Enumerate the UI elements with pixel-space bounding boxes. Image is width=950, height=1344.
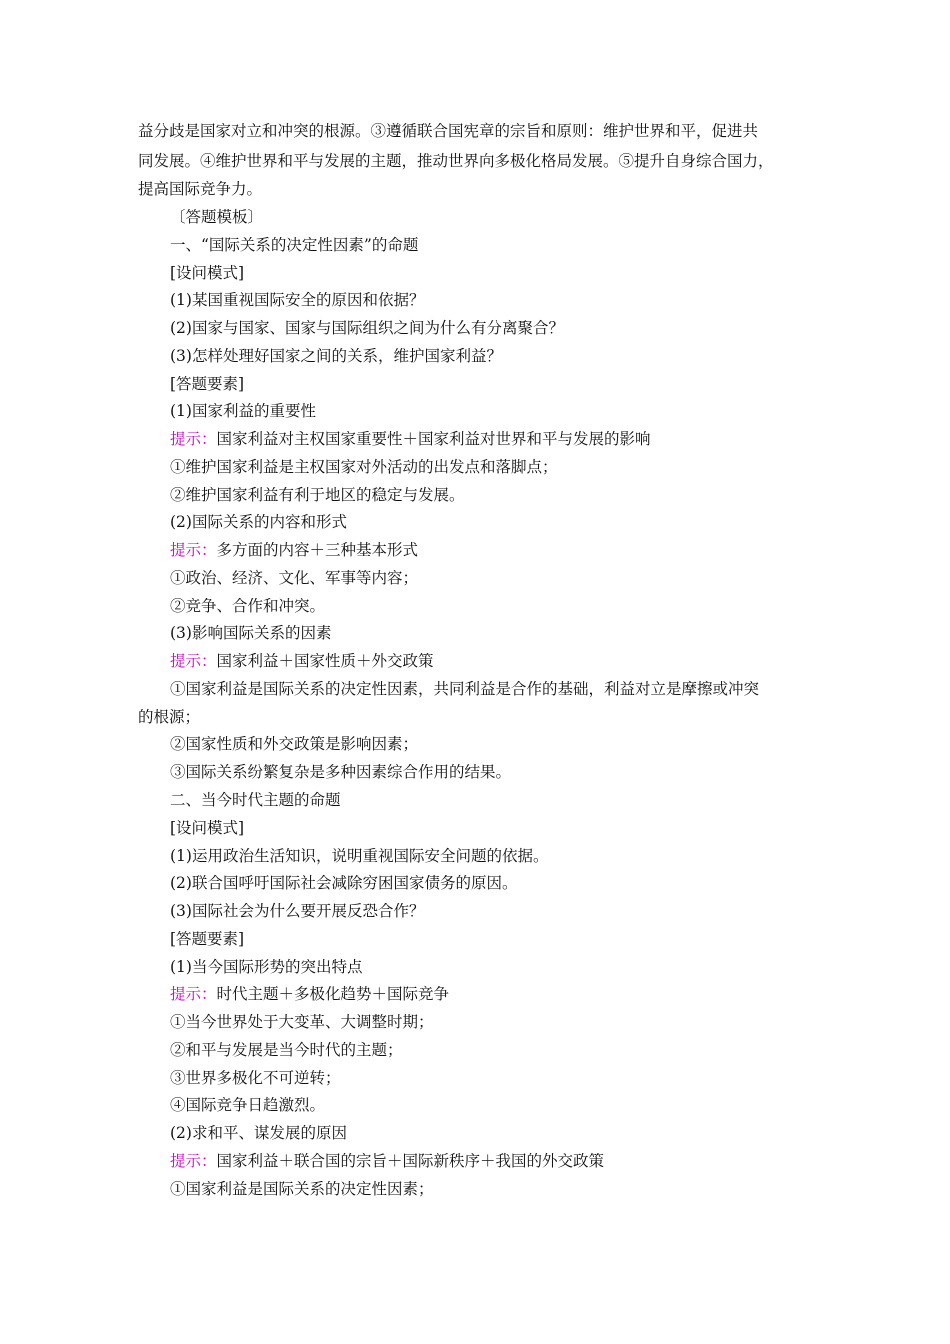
hint-line: [170, 651, 434, 671]
hint-label: 提示：: [170, 1152, 217, 1170]
question-item: (3)怎样处理好国家之间的关系，维护国家利益？: [170, 347, 502, 365]
answer-point: ④国际竞争日趋激烈。: [170, 1096, 326, 1114]
answer-point: ③世界多极化不可逆转；: [170, 1069, 341, 1087]
answer-point: ②竞争、合作和冲突。: [170, 597, 326, 615]
subsection-heading: [设问模式]: [170, 819, 245, 837]
answer-point: ①维护国家利益是主权国家对外活动的出发点和落脚点；: [170, 458, 558, 476]
hint-label: 提示：: [170, 985, 217, 1003]
answer-point: ①国家利益是国际关系的决定性因素，共同利益是合作的基础，利益对立是摩擦或冲突: [170, 680, 760, 698]
question-item: (3)国际社会为什么要开展反恐合作？: [170, 902, 425, 920]
question-item: (2)联合国呼吁国际社会减除穷困国家债务的原因。: [170, 874, 518, 892]
answer-point: ①国家利益是国际关系的决定性因素；: [170, 1180, 434, 1198]
hint-text: 国家利益＋国家性质＋外交政策: [216, 652, 434, 670]
paragraph-line: 益分歧是国家对立和冲突的根源。③遵循联合国宪章的宗旨和原则：维护世界和平，促进共: [138, 122, 759, 140]
hint-line: [170, 540, 418, 560]
answer-item: (3)影响国际关系的因素: [170, 624, 332, 642]
paragraph-line: 同发展。④维护世界和平与发展的主题，推动世界向多极化格局发展。⑤提升自身综合国力，: [138, 152, 774, 170]
answer-item: (2)求和平、谋发展的原因: [170, 1124, 347, 1142]
subsection-heading: [答题要素]: [170, 930, 245, 948]
hint-label: 提示：: [170, 430, 217, 448]
hint-label: 提示：: [170, 652, 217, 670]
hint-text: 国家利益对主权国家重要性＋国家利益对世界和平与发展的影响: [216, 430, 651, 448]
hint-text: 时代主题＋多极化趋势＋国际竞争: [216, 985, 450, 1003]
answer-point: ①政治、经济、文化、军事等内容；: [170, 569, 419, 587]
section-heading: 一、“国际关系的决定性因素”的命题: [170, 236, 419, 254]
question-item: (1)运用政治生活知识，说明重视国际安全问题的依据。: [170, 847, 549, 865]
hint-line: [170, 429, 651, 449]
hint-text: 国家利益＋联合国的宗旨＋国际新秩序＋我国的外交政策: [216, 1152, 605, 1170]
answer-item: (1)国家利益的重要性: [170, 402, 316, 420]
question-item: (2)国家与国家、国家与国际组织之间为什么有分离聚合？: [170, 319, 564, 337]
answer-point-continued: 的根源；: [138, 708, 201, 726]
hint-text: 多方面的内容＋三种基本形式: [216, 541, 419, 559]
answer-point: ①当今世界处于大变革、大调整时期；: [170, 1013, 434, 1031]
answer-item: (2)国际关系的内容和形式: [170, 513, 347, 531]
answer-point: ②国家性质和外交政策是影响因素；: [170, 735, 419, 753]
hint-label: 提示：: [170, 541, 217, 559]
hint-line: [170, 1151, 604, 1171]
answer-point: ②维护国家利益有利于地区的稳定与发展。: [170, 486, 465, 504]
subsection-heading: [设问模式]: [170, 264, 245, 282]
paragraph-line: 提高国际竞争力。: [138, 180, 263, 198]
answer-item: (1)当今国际形势的突出特点: [170, 958, 363, 976]
answer-point: ③国际关系纷繁复杂是多种因素综合作用的结果。: [170, 763, 512, 781]
section-heading: 〔答题模板〕: [170, 208, 264, 226]
question-item: (1)某国重视国际安全的原因和依据？: [170, 291, 425, 309]
section-heading: 二、当今时代主题的命题: [170, 791, 341, 809]
answer-point: ②和平与发展是当今时代的主题；: [170, 1041, 403, 1059]
hint-line: [170, 984, 449, 1004]
subsection-heading: [答题要素]: [170, 375, 245, 393]
